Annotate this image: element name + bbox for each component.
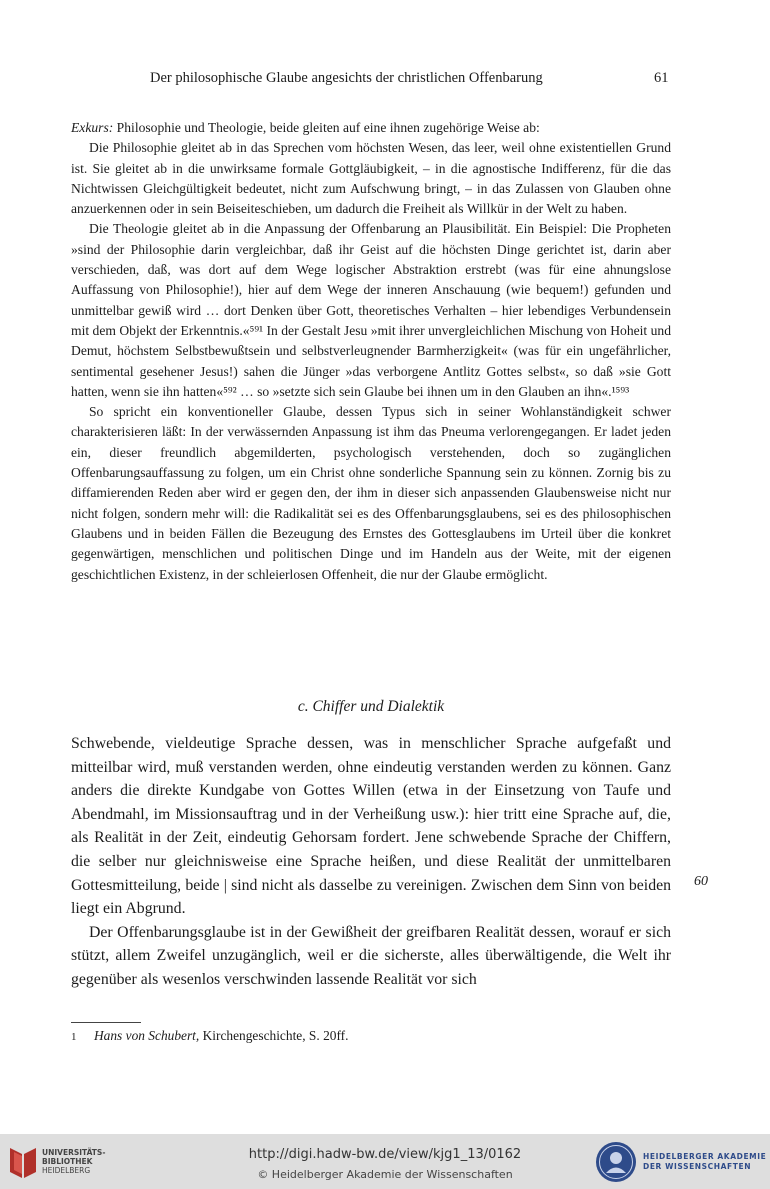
library-line-1: UNIVERSITÄTS- (42, 1148, 106, 1157)
academy-seal-icon[interactable] (594, 1140, 638, 1184)
page-number: 61 (654, 70, 669, 86)
section-body (71, 732, 671, 992)
footnote-number: 1 (71, 1031, 77, 1043)
library-line-3: HEIDELBERG (42, 1166, 91, 1175)
excursus-paragraph-conventional-faith: So spricht ein konventioneller Glaube, dessen Typus sich in seiner Wohlanständigkeit schwer charakterisieren läßt: In der verwässernden Anpassung ist ihm das Pneuma verlorengegangen. Er ladet jeden ein, dieser freundlich abgemilderten, psychologisch verstehenden, doch so zugänglichen Offenbarungsauffassung zu folgen, um ein Christ ohne sonderliche Spannung sein zu können. Zornig bis zu diffamierenden Reden aber wird er gegen den, der ihm in dieser sich anpassenden Glaubensweise nicht nur nicht folgen, sondern mehr will: die Radikalität sei es des Offenbarungsglaubens, sei es des philosophischen Glaubens und in beiden Fällen die Bezeugung des Ernstes des Gottesglaubens im Urteil über die konkret gegenwärtigen, menschlichen und politischen Dinge und im Handeln aus der Weite, mit der eigenen geschichtlichen Existenz, in der schleierlosen Offenheit, die nur der Glaube ermöglicht. (71, 404, 671, 582)
footnote (71, 1028, 349, 1044)
footer-bar (0, 1134, 770, 1189)
excursus-label: Exkurs: (71, 120, 114, 135)
library-line-2: BIBLIOTHEK (42, 1157, 93, 1166)
section-heading: c. Chiffer und Dialektik (297, 698, 445, 715)
academy-line-1: HEIDELBERGER AKADEMIE (643, 1152, 767, 1161)
running-title: Der philosophische Glaube angesichts der christlichen Offenbarung (150, 70, 543, 86)
academy-line-2: DER WISSENSCHAFTEN (643, 1162, 752, 1171)
permalink-url[interactable]: http://digi.hadw-bw.de/view/kjg1_13/0162 (248, 1147, 522, 1162)
footnote-divider (71, 1022, 141, 1023)
footnote-text: Kirchengeschichte, S. 20ff. (199, 1028, 349, 1043)
excursus-intro (71, 118, 671, 138)
section-paragraph-1: Schwebende, vieldeutige Sprache dessen, was in menschlicher Sprache aufgefaßt und mitteilbar wird, muß verstanden werden, ohne eindeutig verstanden werden zu können. Ganz anders die direkte Kundgabe von Gottes Willen (etwa in der Einsetzung von Taufe und Abendmahl, im Missionsauftrag und in der Verheißung usw.): hier tritt eine Sprache auf, die, als Realität in der Zeit, eindeutig Gehorsam fordert. Jene schwebende Sprache der Chiffern, die selber nur gleichnisweise eine Sprache heißen, und diese Realität der unmittelbaren Gottesmitteilung, beide | sind nicht als dasselbe zu vereinigen. Zwischen dem Sinn von beiden liegt ein Abgrund. (71, 735, 671, 918)
academy-name[interactable] (643, 1152, 766, 1172)
excursus-paragraph-philosophy: Die Philosophie gleitet ab in das Sprechen vom höchsten Wesen, das leer, weil ohne existentiellen Grund ist. Sie gleitet ab in die unwirksame formale Gottgläubigkeit, – in die agnostische Indifferenz, für die das Nichtwissen Gleichgültigkeit bedeutet, nicht zum Aufschwung bringt, – in das Zulassen von Glauben ohne anzuerkennen oder in sein Beiseiteschieben, um dadurch die Freiheit als Willkür in der Welt zu haben. (71, 140, 671, 217)
footnote-author: Hans von Schubert, (94, 1028, 200, 1043)
section-paragraph-2: Der Offenbarungsglaube ist in der Gewißheit der greifbaren Realität dessen, worauf er sich stützt, allem Zweifel unzugänglich, weil er die sicherste, alles überwältigende, die Welt ihr gegenüber als wesenlos verschwinden lassende Realität vor sich (71, 923, 671, 988)
excursus-block (71, 118, 671, 585)
copyright-notice: © Heidelberger Akademie der Wissenschaften (257, 1168, 513, 1181)
margin-page-reference: 60 (694, 874, 708, 889)
excursus-intro-text: Philosophie und Theologie, beide gleiten auf eine ihnen zugehörige Weise ab: (113, 120, 540, 135)
excursus-paragraph-theology: Die Theologie gleitet ab in die Anpassung der Offenbarung an Plausibilität. Ein Beispiel: Die Propheten »sind der Philosophie darin vergleichbar, daß ihr Geist auf die höchsten Dinge gerichtet ist, darin aber verschieden, daß, was dort auf dem Wege logischer Abstraktion erstrebt (was für eine ahnungslose Auffassung von Philosophie!), hier auf dem Wege der inneren Anschauung (wie bequem!) gefunden und unmittelbar gewiß wird … dort Denken über Gott, theoretisches Verhalten – hier lebendiges Verbundensein mit dem Objekt der Erkenntnis.«⁵⁹¹ In der Gestalt Jesu »mit ihrer unvergleichlichen Mischung von Hoheit und Demut, höchstem Selbstbewußtsein und selbstverleugnender Barmherzigkeit« (was für ein ungefährlicher, sentimental gesehener Jesus!) sahen die Jünger »das verborgene Antlitz Gottes selbst«, so daß »sie Gott hatten, wenn sie ihn hatten«⁵⁹² … so »setzte sich sein Glaube bei ihnen um in den Glauben an ihn«.¹⁵⁹³ (71, 221, 671, 399)
